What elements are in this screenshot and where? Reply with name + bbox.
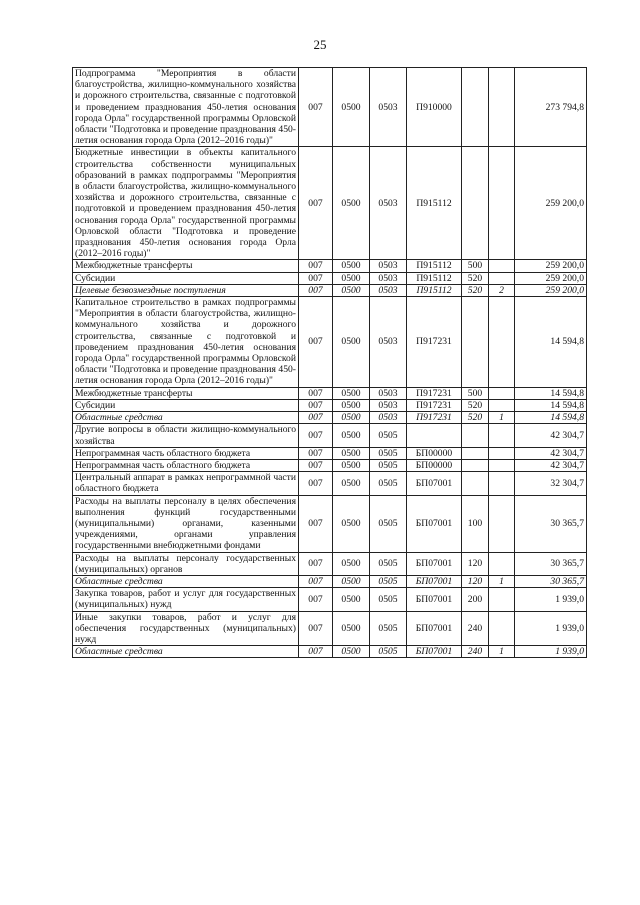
subsection-code: 0505 xyxy=(370,424,407,447)
row-name: Подпрограмма "Мероприятия в области благоустройства, жилищно-коммунального хозяйства и дорожного строительства, связанные с подготовкой и проведением празднования 450-летия основания города Орла" государственной программы Орловской области "Подготовка и проведение празднования 450-летия основания города Орла (2012–2016 годы)" xyxy=(73,68,299,147)
amount: 1 939,0 xyxy=(515,611,587,646)
amount: 259 200,0 xyxy=(515,272,587,284)
expense-type-code: 520 xyxy=(462,399,489,411)
funding-source-code xyxy=(489,611,515,646)
funding-source-code xyxy=(489,387,515,399)
row-name: Закупка товаров, работ и услуг для государственных (муниципальных) нужд xyxy=(73,588,299,611)
subsection-code: 0503 xyxy=(370,387,407,399)
section-code: 0500 xyxy=(333,588,370,611)
ministry-code: 007 xyxy=(299,472,333,495)
target-article-code: БП00000 xyxy=(407,447,462,459)
expense-type-code: 240 xyxy=(462,611,489,646)
amount: 259 200,0 xyxy=(515,147,587,260)
target-article-code: БП07001 xyxy=(407,495,462,552)
row-name: Субсидии xyxy=(73,399,299,411)
target-article-code: БП07001 xyxy=(407,552,462,575)
section-code: 0500 xyxy=(333,260,370,272)
row-name: Капитальное строительство в рамках подпрограммы "Мероприятия в области благоустройства, жилищно-коммунального хозяйства и дорожного строительства, связанные с подготовкой и проведением празднования 450-летия основания города Орла" государственной программы Орловской области "Подготовка и проведение празднования 450-летия основания города Орла (2012–2016 годы)" xyxy=(73,297,299,388)
funding-source-code xyxy=(489,424,515,447)
funding-source-code xyxy=(489,495,515,552)
amount: 42 304,7 xyxy=(515,459,587,471)
subsection-code: 0505 xyxy=(370,646,407,658)
row-name: Непрограммная часть областного бюджета xyxy=(73,459,299,471)
target-article-code: БП07001 xyxy=(407,646,462,658)
row-name: Бюджетные инвестиции в объекты капитального строительства собственности муниципальных образований в рамках подпрограммы "Мероприятия в области благоустройства, жилищно-коммунального хозяйства и дорожного строительства, связанные с подготовкой и проведением празднования 450-летия основания города Орла" государственной программы Орловской области "Подготовка и проведение празднования 450-летия основания города Орла (2012–2016 годы)" xyxy=(73,147,299,260)
ministry-code: 007 xyxy=(299,387,333,399)
expense-type-code: 120 xyxy=(462,552,489,575)
table-row xyxy=(73,495,587,552)
ministry-code: 007 xyxy=(299,147,333,260)
ministry-code: 007 xyxy=(299,424,333,447)
expense-type-code xyxy=(462,472,489,495)
table-row xyxy=(73,459,587,471)
subsection-code: 0503 xyxy=(370,399,407,411)
amount: 1 939,0 xyxy=(515,588,587,611)
table-row xyxy=(73,272,587,284)
table-row xyxy=(73,552,587,575)
table-row xyxy=(73,399,587,411)
funding-source-code xyxy=(489,447,515,459)
target-article-code: П917231 xyxy=(407,412,462,424)
subsection-code: 0505 xyxy=(370,552,407,575)
target-article-code: БП07001 xyxy=(407,472,462,495)
amount: 259 200,0 xyxy=(515,260,587,272)
expense-type-code: 500 xyxy=(462,260,489,272)
target-article-code xyxy=(407,424,462,447)
expense-type-code: 120 xyxy=(462,575,489,587)
subsection-code: 0503 xyxy=(370,297,407,388)
expense-type-code xyxy=(462,68,489,147)
funding-source-code xyxy=(489,297,515,388)
expense-type-code: 240 xyxy=(462,646,489,658)
section-code: 0500 xyxy=(333,284,370,296)
row-name: Межбюджетные трансферты xyxy=(73,260,299,272)
target-article-code: П915112 xyxy=(407,272,462,284)
row-name: Расходы на выплаты персоналу государственных (муниципальных) органов xyxy=(73,552,299,575)
ministry-code: 007 xyxy=(299,495,333,552)
section-code: 0500 xyxy=(333,459,370,471)
ministry-code: 007 xyxy=(299,552,333,575)
target-article-code: П917231 xyxy=(407,399,462,411)
ministry-code: 007 xyxy=(299,447,333,459)
ministry-code: 007 xyxy=(299,575,333,587)
expense-type-code xyxy=(462,297,489,388)
ministry-code: 007 xyxy=(299,399,333,411)
target-article-code: БП07001 xyxy=(407,588,462,611)
section-code: 0500 xyxy=(333,399,370,411)
subsection-code: 0503 xyxy=(370,412,407,424)
amount: 30 365,7 xyxy=(515,575,587,587)
table-row xyxy=(73,447,587,459)
ministry-code: 007 xyxy=(299,412,333,424)
subsection-code: 0505 xyxy=(370,575,407,587)
ministry-code: 007 xyxy=(299,297,333,388)
amount: 273 794,8 xyxy=(515,68,587,147)
table-row xyxy=(73,147,587,260)
row-name: Субсидии xyxy=(73,272,299,284)
section-code: 0500 xyxy=(333,552,370,575)
ministry-code: 007 xyxy=(299,459,333,471)
row-name: Областные средства xyxy=(73,646,299,658)
section-code: 0500 xyxy=(333,68,370,147)
row-name: Центральный аппарат в рамках непрограммной части областного бюджета xyxy=(73,472,299,495)
expense-type-code: 200 xyxy=(462,588,489,611)
expense-type-code: 520 xyxy=(462,284,489,296)
row-name: Областные средства xyxy=(73,575,299,587)
amount: 259 200,0 xyxy=(515,284,587,296)
amount: 14 594,8 xyxy=(515,399,587,411)
ministry-code: 007 xyxy=(299,611,333,646)
section-code: 0500 xyxy=(333,611,370,646)
target-article-code: П917231 xyxy=(407,297,462,388)
section-code: 0500 xyxy=(333,387,370,399)
funding-source-code xyxy=(489,552,515,575)
subsection-code: 0505 xyxy=(370,459,407,471)
section-code: 0500 xyxy=(333,297,370,388)
table-row xyxy=(73,412,587,424)
page-number: 25 xyxy=(313,37,327,52)
section-code: 0500 xyxy=(333,424,370,447)
subsection-code: 0503 xyxy=(370,147,407,260)
row-name: Другие вопросы в области жилищно-коммунального хозяйства xyxy=(73,424,299,447)
expense-type-code: 520 xyxy=(462,272,489,284)
ministry-code: 007 xyxy=(299,272,333,284)
funding-source-code xyxy=(489,588,515,611)
section-code: 0500 xyxy=(333,272,370,284)
amount: 42 304,7 xyxy=(515,424,587,447)
section-code: 0500 xyxy=(333,495,370,552)
funding-source-code xyxy=(489,260,515,272)
subsection-code: 0503 xyxy=(370,68,407,147)
table-row xyxy=(73,472,587,495)
row-name: Областные средства xyxy=(73,412,299,424)
table-row xyxy=(73,424,587,447)
ministry-code: 007 xyxy=(299,68,333,147)
funding-source-code xyxy=(489,399,515,411)
subsection-code: 0503 xyxy=(370,260,407,272)
expense-type-code xyxy=(462,424,489,447)
amount: 30 365,7 xyxy=(515,495,587,552)
funding-source-code: 1 xyxy=(489,646,515,658)
funding-source-code xyxy=(489,147,515,260)
expense-type-code: 520 xyxy=(462,412,489,424)
funding-source-code: 1 xyxy=(489,412,515,424)
funding-source-code xyxy=(489,459,515,471)
target-article-code: П915112 xyxy=(407,260,462,272)
amount: 1 939,0 xyxy=(515,646,587,658)
ministry-code: 007 xyxy=(299,646,333,658)
row-name: Межбюджетные трансферты xyxy=(73,387,299,399)
section-code: 0500 xyxy=(333,147,370,260)
table-row xyxy=(73,68,587,147)
subsection-code: 0505 xyxy=(370,472,407,495)
funding-source-code: 2 xyxy=(489,284,515,296)
section-code: 0500 xyxy=(333,447,370,459)
expense-type-code: 500 xyxy=(462,387,489,399)
target-article-code: БП07001 xyxy=(407,611,462,646)
funding-source-code xyxy=(489,472,515,495)
amount: 32 304,7 xyxy=(515,472,587,495)
subsection-code: 0505 xyxy=(370,588,407,611)
target-article-code: П910000 xyxy=(407,68,462,147)
target-article-code: БП07001 xyxy=(407,575,462,587)
amount: 14 594,8 xyxy=(515,297,587,388)
section-code: 0500 xyxy=(333,646,370,658)
table-row xyxy=(73,387,587,399)
subsection-code: 0505 xyxy=(370,611,407,646)
target-article-code: П915112 xyxy=(407,284,462,296)
table-row xyxy=(73,646,587,658)
row-name: Целевые безвозмездные поступления xyxy=(73,284,299,296)
table-row xyxy=(73,297,587,388)
expense-type-code xyxy=(462,447,489,459)
section-code: 0500 xyxy=(333,575,370,587)
funding-source-code xyxy=(489,272,515,284)
target-article-code: П917231 xyxy=(407,387,462,399)
amount: 14 594,8 xyxy=(515,412,587,424)
subsection-code: 0505 xyxy=(370,495,407,552)
row-name: Иные закупки товаров, работ и услуг для обеспечения государственных (муниципальных) нужд xyxy=(73,611,299,646)
ministry-code: 007 xyxy=(299,588,333,611)
amount: 42 304,7 xyxy=(515,447,587,459)
budget-table xyxy=(72,67,587,658)
amount: 14 594,8 xyxy=(515,387,587,399)
expense-type-code xyxy=(462,459,489,471)
row-name: Расходы на выплаты персоналу в целях обеспечения выполнения функций государственными (муниципальными) органами, казенными учреждениями, органами управления государственными внебюджетными фондами xyxy=(73,495,299,552)
funding-source-code: 1 xyxy=(489,575,515,587)
section-code: 0500 xyxy=(333,412,370,424)
row-name: Непрограммная часть областного бюджета xyxy=(73,447,299,459)
section-code: 0500 xyxy=(333,472,370,495)
table-row xyxy=(73,575,587,587)
ministry-code: 007 xyxy=(299,260,333,272)
target-article-code: БП00000 xyxy=(407,459,462,471)
expense-type-code: 100 xyxy=(462,495,489,552)
amount: 30 365,7 xyxy=(515,552,587,575)
expense-type-code xyxy=(462,147,489,260)
table-row xyxy=(73,260,587,272)
subsection-code: 0503 xyxy=(370,272,407,284)
ministry-code: 007 xyxy=(299,284,333,296)
table-row xyxy=(73,284,587,296)
target-article-code: П915112 xyxy=(407,147,462,260)
subsection-code: 0503 xyxy=(370,284,407,296)
table-row xyxy=(73,611,587,646)
subsection-code: 0505 xyxy=(370,447,407,459)
table-row xyxy=(73,588,587,611)
funding-source-code xyxy=(489,68,515,147)
